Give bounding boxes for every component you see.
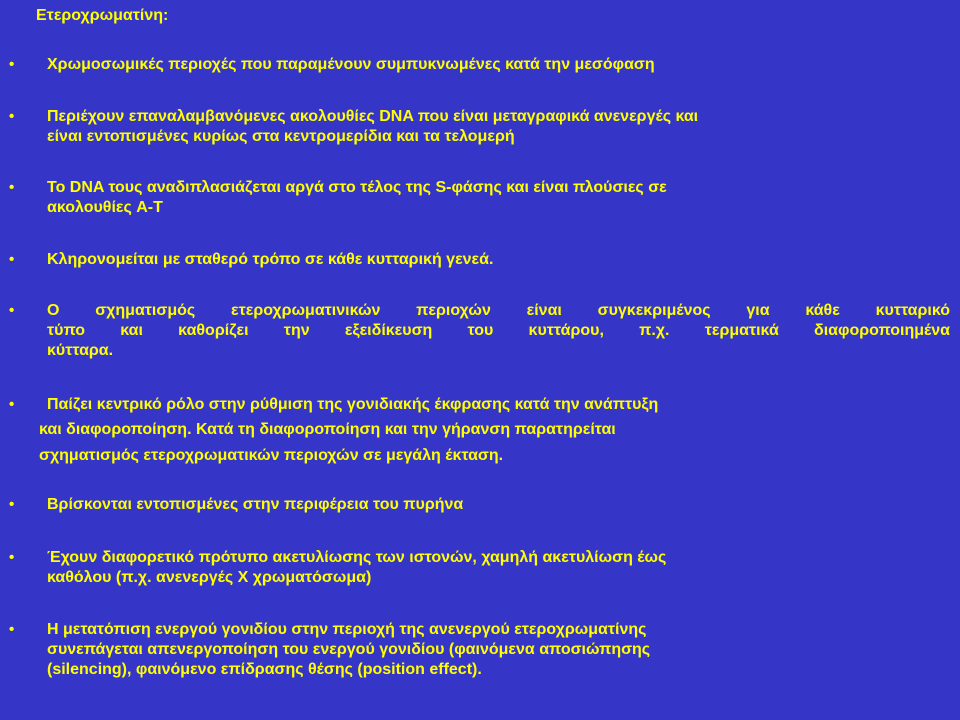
- item-text: [47, 620, 950, 680]
- item-line: τύπο και καθορίζει την εξειδίκευση του κυττάρου, π.χ. τερματικά διαφοροποιημένα: [47, 322, 950, 339]
- item-line: Το DNA τους αναδιπλασιάζεται αργά στο τέλος της S-φάσης και είναι πλούσιες σε: [47, 179, 667, 196]
- bullet-icon: •: [9, 496, 15, 513]
- bullet-icon: •: [9, 56, 15, 73]
- item-text: [47, 250, 950, 270]
- bullet-icon: •: [9, 302, 15, 319]
- bullet-icon: •: [9, 179, 15, 196]
- bullet-icon: •: [9, 108, 15, 125]
- item-line: Περιέχουν επαναλαμβανόμενες ακολουθίες DNA που είναι μεταγραφικά ανενεργές και: [47, 108, 699, 125]
- item-line: είναι εντοπισμένες κυρίως στα κεντρομερίδια και τα τελομερή: [47, 128, 515, 145]
- item-line: συνεπάγεται απενεργοποίηση του ενεργού γονιδίου (φαινόμενα αποσιώπησης: [47, 641, 651, 658]
- bullet-icon: •: [9, 396, 15, 413]
- item-text: [47, 301, 950, 361]
- item-continuation-line: σχηματισμός ετεροχρωματικών περιοχών σε μεγάλη έκταση.: [39, 447, 504, 464]
- item-text: [47, 178, 950, 218]
- item-continuation-line: και διαφοροποίηση. Κατά τη διαφοροποίηση και την γήρανση παρατηρείται: [39, 421, 616, 438]
- item-line: Η μετατόπιση ενεργού γονιδίου στην περιοχή της ανενεργού ετεροχρωματίνης: [47, 621, 647, 638]
- item-line: καθόλου (π.χ. ανενεργές Χ χρωματόσωμα): [47, 569, 372, 586]
- slide-title: Ετεροχρωματίνη:: [36, 7, 169, 24]
- item-text: [47, 55, 950, 75]
- item-text: [47, 495, 950, 515]
- bullet-icon: •: [9, 251, 15, 268]
- item-text: [47, 395, 950, 415]
- item-line: Κληρονομείται με σταθερό τρόπο σε κάθε κυτταρική γενεά.: [47, 251, 494, 268]
- item-line: ακολουθίες A-T: [47, 199, 163, 216]
- bullet-icon: •: [9, 621, 15, 638]
- item-text: [47, 548, 950, 588]
- item-line: Χρωμοσωμικές περιοχές που παραμένουν συμπυκνωμένες κατά την μεσόφαση: [47, 56, 655, 73]
- item-line: κύτταρα.: [47, 342, 114, 359]
- item-text: [47, 107, 950, 147]
- item-line: (silencing), φαινόμενο επίδρασης θέσης (position effect).: [47, 661, 482, 678]
- item-line: Βρίσκονται εντοπισμένες στην περιφέρεια του πυρήνα: [47, 496, 464, 513]
- item-line: Παίζει κεντρικό ρόλο στην ρύθμιση της γονιδιακής έκφρασης κατά την ανάπτυξη: [47, 396, 659, 413]
- item-line: Ο σχηματισμός ετεροχρωματινικών περιοχών είναι συγκεκριμένος για κάθε κυτταρικό: [47, 302, 950, 319]
- item-line: Έχουν διαφορετικό πρότυπο ακετυλίωσης των ιστονών, χαμηλή ακετυλίωση έως: [47, 549, 667, 566]
- bullet-icon: •: [9, 549, 15, 566]
